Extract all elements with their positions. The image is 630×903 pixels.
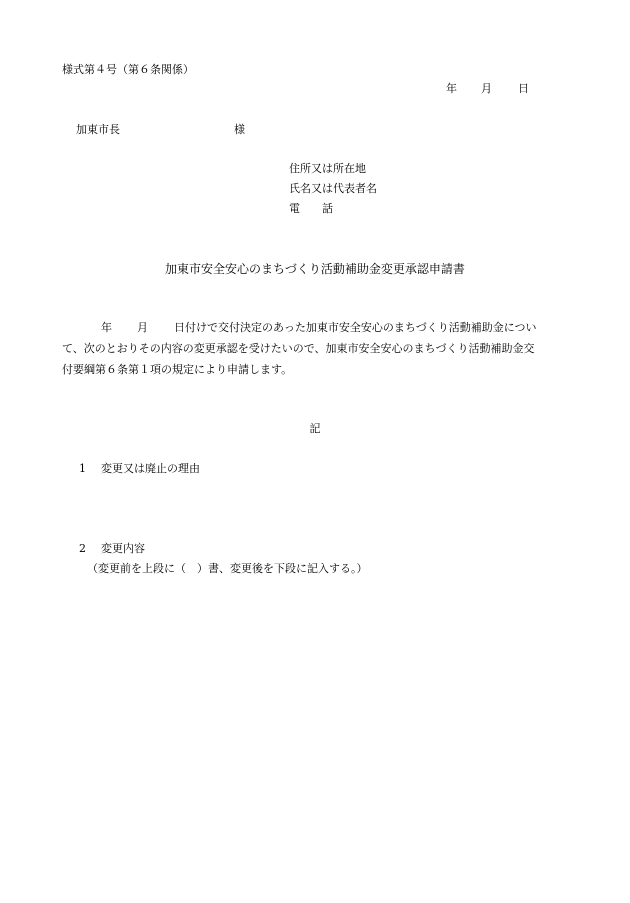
applicant-phone-label: 電 話 <box>289 202 333 215</box>
ki-label: 記 <box>309 422 321 435</box>
date-month: 月 <box>481 82 492 95</box>
form-number: 様式第４号（第６条関係） <box>62 63 194 76</box>
document-title: 加東市安全安心のまちづくり活動補助金変更承認申請書 <box>165 262 465 276</box>
body-line2: て、次のとおりその内容の変更承認を受けたいので、加東市安全安心のまちづくり活動補助金交 <box>62 342 535 355</box>
body-line1-year: 年 <box>101 321 112 334</box>
item1-label: 変更又は廃止の理由 <box>101 462 200 475</box>
item1-number: 1 <box>79 462 86 475</box>
date-day: 日 <box>518 82 529 95</box>
item2-note: （変更前を上段に（ ）書、変更後を下段に記入する。） <box>87 562 368 575</box>
body-line1-rest: 日付けで交付決定のあった加東市安全安心のまちづくり活動補助金につい <box>174 321 537 334</box>
body-line3: 付要綱第６条第１項の規定により申請します。 <box>62 363 293 376</box>
addressee-name: 加東市長 <box>76 123 120 136</box>
body-line1-month: 月 <box>137 321 148 334</box>
addressee-honorific: 様 <box>234 123 245 136</box>
item2-label: 変更内容 <box>101 542 145 555</box>
item2-number: 2 <box>79 542 86 555</box>
applicant-address-label: 住所又は所在地 <box>289 162 366 175</box>
date-year: 年 <box>446 82 457 95</box>
applicant-name-label: 氏名又は代表者名 <box>289 182 377 195</box>
